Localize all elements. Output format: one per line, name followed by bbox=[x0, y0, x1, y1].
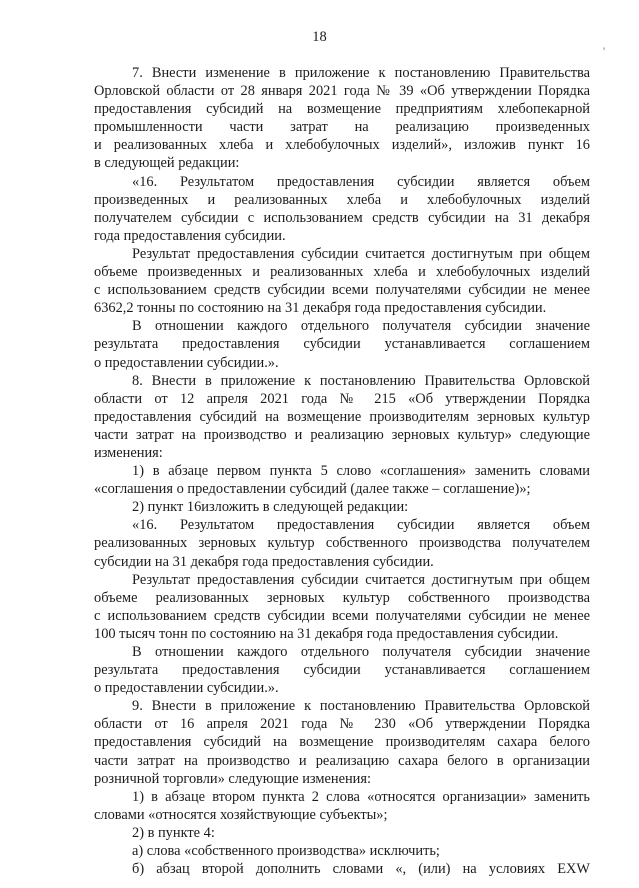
text-line: Результат предоставления субсидии считается достигнутым при общем bbox=[132, 571, 590, 588]
page-number: 18 bbox=[312, 29, 327, 45]
text-line: объеме реализованных зерновых культур собственного производства bbox=[94, 589, 590, 606]
text-line: словами «относятся хозяйствующие субъекты»; bbox=[94, 806, 388, 823]
text-line: результата предоставления субсидии устанавливается соглашением bbox=[94, 336, 590, 353]
text-line: 1) в абзаце первом пункта 5 слово «соглашения» заменить словами bbox=[132, 463, 590, 480]
text-line: предоставления субсидий на возмещение производителям сахара белого bbox=[94, 734, 590, 751]
text-line: розничной торговли» следующие изменения: bbox=[94, 770, 372, 787]
text-line: о предоставлении субсидии.». bbox=[94, 680, 279, 697]
text-line: 2) в пункте 4: bbox=[132, 824, 215, 841]
text-line: предоставления субсидий на возмещение производителям зерновых культур bbox=[94, 408, 590, 425]
text-line: 2) пункт 16изложить в следующей редакции: bbox=[132, 499, 409, 516]
text-line: изменения: bbox=[94, 444, 163, 461]
text-line: промышленности части затрат на реализацию произведенных bbox=[94, 119, 590, 136]
text-line: о предоставлении субсидии.». bbox=[94, 354, 279, 371]
text-line: предоставления субсидий на возмещение предприятиям хлебопекарной bbox=[94, 101, 590, 118]
text-line: б) абзац второй дополнить словами «, (или) на условиях EXW bbox=[132, 861, 590, 878]
text-line: получателем субсидии с использованием средств субсидии на 31 декабря bbox=[94, 209, 590, 226]
text-line: реализованных зерновых культур собственного производства получателем bbox=[94, 535, 590, 552]
text-line: Результат предоставления субсидии считается достигнутым при общем bbox=[132, 245, 590, 262]
text-line: части затрат на производство и реализацию зерновых культур» следующие bbox=[94, 426, 590, 443]
text-line: 8. Внести в приложение к постановлению Правительства Орловской bbox=[132, 372, 590, 389]
text-line: с использованием средств субсидии всеми получателями субсидии не менее bbox=[94, 607, 590, 624]
text-line: «16. Результатом предоставления субсидии является объем bbox=[132, 517, 590, 534]
text-line: 1) в абзаце втором пункта 2 слова «относятся организации» заменить bbox=[132, 788, 590, 805]
text-line: 100 тысяч тонн по состоянию на 31 декабря года предоставления субсидии. bbox=[94, 625, 559, 642]
text-line: В отношении каждого отдельного получателя субсидии значение bbox=[132, 644, 590, 660]
text-line: В отношении каждого отдельного получателя субсидии значение bbox=[132, 318, 590, 335]
text-line: с использованием средств субсидии всеми получателями субсидии не менее bbox=[94, 282, 590, 299]
text-line: результата предоставления субсидии устанавливается соглашением bbox=[94, 662, 590, 679]
text-line: «16. Результатом предоставления субсидии является объем bbox=[132, 173, 590, 190]
text-line: области от 12 апреля 2021 года № 215 «Об утверждении Порядка bbox=[94, 390, 590, 407]
text-line: «соглашения о предоставлении субсидий (далее также – соглашение)»; bbox=[94, 481, 531, 498]
text-line: произведенных и реализованных хлеба и хлебобулочных изделий bbox=[94, 191, 590, 208]
text-line: 6362,2 тонны по состоянию на 31 декабря года предоставления субсидии. bbox=[94, 300, 547, 317]
text-line: области от 16 апреля 2021 года № 230 «Об утверждении Порядка bbox=[94, 716, 590, 733]
text-line: в следующей редакции: bbox=[94, 155, 240, 172]
text-line: 9. Внести в приложение к постановлению Правительства Орловской bbox=[132, 698, 590, 715]
text-line: и реализованных хлеба и хлебобулочных изделий», изложив пункт 16 bbox=[94, 137, 590, 154]
text-line: а) слова «собственного производства» исключить; bbox=[132, 843, 440, 860]
scan-mark: ' bbox=[603, 44, 606, 58]
text-line: 7. Внести изменение в приложение к постановлению Правительства bbox=[132, 65, 590, 81]
text-line: года предоставления субсидии. bbox=[94, 227, 286, 244]
text-line: субсидии на 31 декабря года предоставления субсидии. bbox=[94, 553, 434, 570]
document-body bbox=[94, 64, 590, 878]
text-line: объеме произведенных и реализованных хлеба и хлебобулочных изделий bbox=[94, 264, 590, 281]
text-line: Орловской области от 28 января 2021 года № 39 «Об утверждении Порядка bbox=[94, 83, 590, 100]
text-line: части затрат на производство и реализацию сахара белого в организации bbox=[94, 752, 590, 769]
